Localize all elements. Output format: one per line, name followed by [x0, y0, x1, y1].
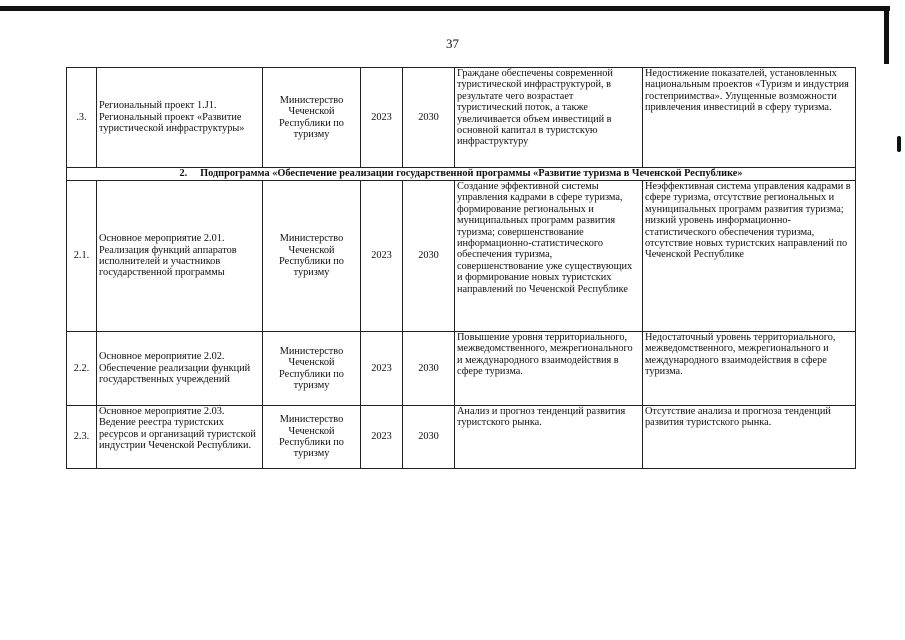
- row-number: 2.3.: [67, 406, 97, 469]
- end-year: 2030: [403, 68, 455, 168]
- table-row: [67, 181, 856, 332]
- consequence: Отсутствие анализа и прогноза тенденций развития туристского рынка.: [643, 406, 856, 469]
- row-number: 2.1.: [67, 181, 97, 332]
- end-year: 2030: [403, 406, 455, 469]
- subprogram-title: Подпрограмма «Обеспечение реализации государственной программы «Развитие туризма в Чеченской Республике»: [200, 168, 743, 180]
- page-number: 37: [446, 36, 459, 51]
- end-year: 2030: [403, 181, 455, 332]
- table-row: [67, 332, 856, 406]
- activity-name: Основное мероприятие 2.01. Реализация функций аппаратов исполнителей и участников государственной программы: [97, 181, 263, 332]
- table-row: [67, 68, 856, 168]
- subprogram-number: 2.: [179, 168, 188, 180]
- scan-right-border: [884, 6, 889, 64]
- scan-top-border: [0, 6, 890, 11]
- activity-name: Основное мероприятие 2.02. Обеспечение реализации функций государственных учреждений: [97, 332, 263, 406]
- consequence: Недостаточный уровень территориального, межведомственного, межрегионального и международного взаимодействия в сфере туризма.: [643, 332, 856, 406]
- end-year: 2030: [403, 332, 455, 406]
- expected-result: Повышение уровня территориального, межведомственного, межрегионального и международного взаимодействия в сфере туризма.: [455, 332, 643, 406]
- consequence: Недостижение показателей, установленных национальным проектов «Туризм и индустрия гостеприимства». Улущенные возможности привлечения инвестиций в сферу туризма.: [643, 68, 856, 168]
- start-year: 2023: [361, 68, 403, 168]
- executor: Министерство Чеченской Республики по туризму: [263, 406, 361, 469]
- executor: Министерство Чеченской Республики по туризму: [263, 181, 361, 332]
- start-year: 2023: [361, 181, 403, 332]
- row-number: 2.2.: [67, 332, 97, 406]
- table-row: [67, 406, 856, 469]
- activity-name: Региональный проект 1.J1. Региональный проект «Развитие туристической инфраструктуры»: [97, 68, 263, 168]
- activity-name: Основное мероприятие 2.03. Ведение реестра туристских ресурсов и организаций туристской индустрии Чеченской Республики.: [97, 406, 263, 469]
- executor: Министерство Чеченской Республики по туризму: [263, 332, 361, 406]
- subprogram-row: [67, 168, 856, 181]
- expected-result: Анализ и прогноз тенденций развития туристского рынка.: [455, 406, 643, 469]
- consequence: Неэффективная система управления кадрами в сфере туризма, отсутствие региональных и муниципальных программ развития туризма; низкий уровень информационно-статистического обеспечения туризма, отсутствие новых туристских направлений по Чеченской Республике: [643, 181, 856, 332]
- start-year: 2023: [361, 406, 403, 469]
- start-year: 2023: [361, 332, 403, 406]
- scan-edge-mark: [897, 136, 901, 152]
- row-number: .3.: [67, 68, 97, 168]
- expected-result: Создание эффективной системы управления кадрами в сфере туризма, формирование региональных и муниципальных программ развития туризма; совершенствование информационно-статистического обеспечения туризма, совершенствование уже существующих и формирование новых туристских направлений по Чеченской Республике: [455, 181, 643, 332]
- program-table: [66, 67, 856, 469]
- executor: Министерство Чеченской Республики по туризму: [263, 68, 361, 168]
- expected-result: Граждане обеспечены современной туристической инфраструктурой, в результате чего возрастает туристический поток, а также увеличивается объем инвестиций в основной капитал в туристскую инфраструктуру: [455, 68, 643, 168]
- subprogram-heading: [67, 168, 856, 181]
